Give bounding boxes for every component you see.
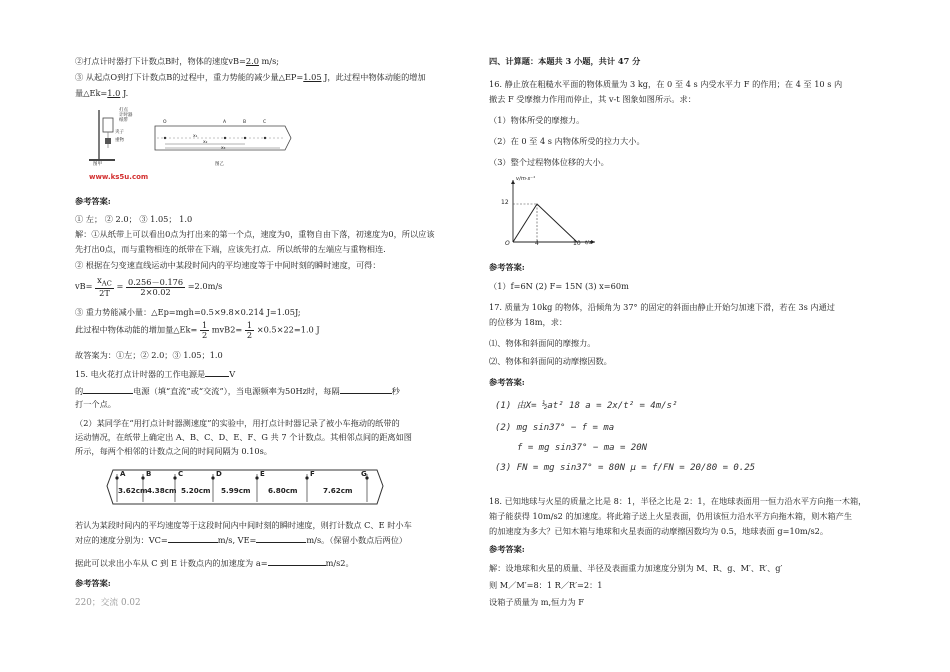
solution-line: 解：设地球和火星的质量、半径及表面重力加速度分别为 M、R、g、M′、R′、g′	[489, 563, 783, 573]
answer-line: （1）f=6N (2) F= 15N (3) x=60m	[489, 281, 629, 291]
q17-line: 17. 质量为 10kg 的物体，沿倾角为 37° 的固定的斜面由静止开始匀加速下滑，若在 3s 内通过	[489, 302, 835, 312]
text: 对应的速度分别为：VC=	[75, 535, 168, 545]
vt-xtick: 10	[573, 240, 581, 247]
hand-line: (3) FN = mg sin37° = 80N μ = f/FN = 20/80 = 0.25	[495, 463, 756, 473]
tape-label-a: A	[223, 120, 227, 125]
tape-figure	[105, 466, 385, 508]
label-clip: 夹子	[115, 130, 124, 135]
text: 电源（填“直流”或“交流”），当电源频率为50Hz时，每隔	[133, 386, 340, 396]
fraction-half	[200, 321, 209, 340]
answer-heading: 参考答案:	[75, 196, 111, 206]
blank	[256, 534, 306, 543]
answer-vb: 2.0	[245, 56, 259, 66]
tape-segment-label: 6.80cm	[268, 486, 298, 495]
answer-heading: 参考答案:	[489, 377, 525, 387]
vt-graph	[499, 176, 599, 250]
answer-ek: 1.0	[107, 88, 121, 98]
text: 2	[201, 330, 208, 341]
label-fig-b: 图乙	[215, 162, 224, 167]
explain-line: 解：①从纸带上可以看出0点为打出来的第一个点，速度为0，重物自由下落，初速度为0，所以应该	[75, 229, 435, 239]
q16-item: （1）物体所受的摩擦力。	[489, 115, 585, 125]
tape-label-x1: x₁	[193, 134, 198, 139]
label-timer: 计时器	[119, 113, 133, 118]
blank	[83, 385, 133, 394]
vt-graph-svg	[499, 176, 599, 250]
answer-line: 220；交流 0.02	[75, 598, 141, 608]
q15-part3-line2	[75, 534, 407, 547]
explain-line: ② 根据在匀变速直线运动中某段时间内的平均速度等于中间时刻的瞬时速度，可得：	[75, 260, 381, 270]
text: m/s。（保留小数点后两位）	[306, 535, 408, 545]
explain-line: ③ 重力势能减小量：△Ep=mgh=0.5×9.8×0.214 J=1.05J;	[75, 307, 301, 317]
handwritten-answer	[495, 396, 756, 488]
label-fig-a: 图甲	[93, 162, 102, 167]
text: 量△Ek=	[75, 88, 108, 98]
q16-line: 撤去 F 受摩擦力作用而停止，其 v-t 图象如图所示。求：	[489, 94, 696, 104]
fraction-half	[245, 321, 254, 340]
text: ×0.5×22=1.0 J	[256, 324, 320, 335]
text: ③ 从起点O到打下计数点B的过程中，重力势能的减少量△EP=	[75, 72, 304, 82]
result-line: 故答案为：①左；② 2.0；③ 1.05；1.0	[75, 350, 223, 360]
text: ②打点计时器打下计数点B时，物体的速度vB=	[75, 56, 246, 66]
q15-line2	[75, 385, 400, 398]
blank	[168, 534, 218, 543]
q16-item: （3）整个过程物体位移的大小。	[489, 157, 609, 167]
label-weight: 重物	[115, 138, 124, 143]
text: 15. 电火花打点计时器的工作电源是	[75, 369, 206, 379]
text: =	[116, 281, 124, 292]
q15-part2-line: 所示，每两个相邻的计数点之间的时间间隔为 0.10s。	[75, 446, 272, 456]
text: x	[97, 275, 102, 285]
q15-line1	[75, 368, 235, 381]
text: 2	[246, 330, 253, 341]
text: J，此过程中物体动能的增加	[324, 72, 426, 82]
tape-label-x2: x₂	[203, 140, 208, 145]
text: 秒	[391, 386, 400, 396]
hand-line: f = mg sin37° − ma = 20N	[517, 443, 648, 453]
text: 此过程中物体动能的增加量△Ek=	[75, 324, 198, 335]
text: 2T	[99, 288, 110, 299]
tape-label-b: B	[243, 120, 247, 125]
tape-segment-label: 5.99cm	[221, 486, 251, 495]
q17-item: ⑴、物体和斜面间的摩擦力。	[489, 338, 596, 348]
answer-line: ① 左； ② 2.0； ③ 1.05； 1.0	[75, 214, 193, 224]
text: 1	[246, 320, 253, 330]
text: 1	[201, 320, 208, 330]
vt-xlabel: t/s	[585, 240, 592, 246]
solution-line: 设箱子质量为 m,恒力为 F	[489, 597, 584, 607]
text: J.	[122, 88, 129, 98]
q16-item: （2）在 0 至 4 s 内物体所受的拉力大小。	[489, 136, 645, 146]
answer-heading: 参考答案:	[489, 544, 525, 554]
q-line-ep	[75, 72, 426, 84]
blank	[268, 557, 326, 566]
text: m/s2。	[325, 558, 354, 568]
answer-heading: 参考答案:	[489, 262, 525, 272]
q18-line: 18. 已知地球与火星的质量之比是 8：1，半径之比是 2：1，在地球表面用一恒力沿水平方向拖一木箱，	[489, 496, 867, 506]
q-line-ek	[75, 88, 128, 100]
formula-ek	[75, 321, 320, 340]
fraction-values	[126, 278, 185, 297]
vt-origin: O	[505, 240, 510, 247]
q18-line: 的加速度为多大？已知木箱与地球和火星表面的动摩擦因数均为 0.5，地球表面 g=10m/s2。	[489, 526, 829, 536]
text: m/s, VE=	[217, 535, 257, 545]
tape-segment-label: 7.62cm	[323, 486, 353, 495]
hand-line: (2) mg sin37° − f = ma	[495, 423, 615, 433]
text: 0.256－0.176	[128, 276, 184, 287]
q17-line: 的位移为 18m，求：	[489, 317, 568, 327]
q16-line: 16. 静止放在粗糙水平面的物体质量为 3 kg，在 0 至 4 s 内受水平力 F 的作用；在 4 至 10 s 内	[489, 79, 843, 89]
watermark: www.ks5u.com	[89, 173, 149, 181]
label-dadian: 打点	[119, 108, 128, 113]
q-line-vb	[75, 56, 279, 68]
fraction-xac	[95, 276, 114, 298]
q15-line3: 打一个点。	[75, 399, 116, 409]
tape-segment-label: 4.38cm	[147, 486, 177, 495]
vt-ytick: 12	[501, 199, 509, 206]
tape-point-a: A	[120, 470, 126, 478]
formula-vb	[75, 276, 222, 298]
vt-ylabel: v/m·s⁻¹	[516, 176, 536, 182]
label-tape: 纸带	[119, 118, 128, 123]
explain-line: 先打出0点，而与重物相连的纸带在下端，应该先打点．所以纸带的左端应与重物相连.	[75, 244, 386, 254]
text: vB=	[75, 281, 93, 292]
solution-line: 则 M／M′=8：1 R／R′=2：1	[489, 580, 603, 590]
text: =2.0m/s	[187, 281, 223, 292]
tape-point-c: C	[178, 470, 184, 478]
experiment-figure	[85, 108, 305, 186]
tape-point-d: D	[216, 470, 222, 478]
tape-segment-label: 3.62cm	[118, 486, 148, 495]
answer-ep: 1.05	[303, 72, 322, 82]
q15-part2-line: （2）某同学在“用打点计时器测速度”的实验中，用打点计时器记录了被小车拖动的纸带的	[75, 418, 400, 428]
text: V	[229, 369, 236, 379]
tape-point-e: E	[260, 470, 265, 478]
section-title: 四、计算题：本题共 3 小题，共计 47 分	[489, 56, 641, 66]
vt-xtick: 4	[535, 240, 539, 247]
q17-item: ⑵、物体和斜面间的动摩擦因数。	[489, 356, 612, 366]
answer-heading: 参考答案:	[75, 578, 111, 588]
text: 的	[75, 386, 84, 396]
q15-part4-line	[75, 557, 354, 570]
q18-line: 箱子能获得 10m/s2 的加速度。将此箱子送上火星表面，仍用该恒力沿水平方向拖木箱，则木箱产生	[489, 511, 853, 521]
q15-part2-line: 运动情况，在纸带上确定出 A、B、C、D、E、F、G 共 7 个计数点。其相邻点间的距离如图	[75, 432, 412, 442]
tape-label-x3: x₃	[221, 146, 226, 151]
tape-point-b: B	[146, 470, 152, 478]
tape-label-o: O	[163, 120, 167, 125]
text: 2×0.02	[140, 286, 171, 297]
text: mvB2=	[211, 324, 243, 335]
blank	[205, 368, 229, 377]
tape-segment-label: 5.20cm	[181, 486, 211, 495]
text: 据此可以求出小车从 C 到 E 计数点内的加速度为 a=	[75, 558, 268, 568]
q15-part3-line: 若认为某段时间内的平均速度等于这段时间内中间时刻的瞬时速度，则打计数点 C、E 时小车	[75, 520, 412, 530]
blank	[340, 385, 392, 394]
tape-point-f: F	[310, 470, 315, 478]
text: AC	[101, 279, 112, 288]
tape-point-g: G	[361, 470, 367, 478]
hand-line: (1) 由X= ½at² 18 a = 2x/t² = 4m/s²	[495, 401, 678, 411]
tape-label-c: C	[263, 120, 267, 125]
text: m/s;	[261, 56, 280, 66]
